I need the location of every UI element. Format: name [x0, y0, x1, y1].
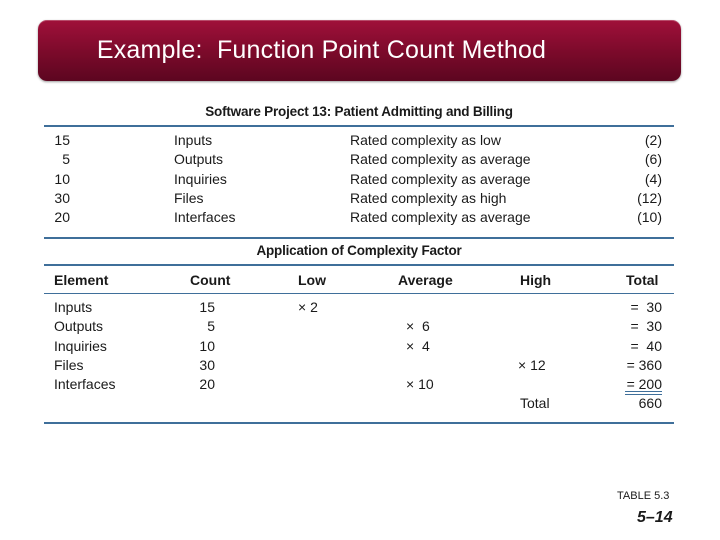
grand-total-label: Total: [520, 395, 550, 411]
row-total: = 40: [630, 337, 662, 354]
project-rating: Rated complexity as high: [350, 189, 507, 206]
project-count: 15: [54, 132, 70, 148]
project-element: Files: [174, 189, 204, 206]
total-underline: [625, 391, 662, 392]
project-count: 5: [62, 151, 70, 168]
complexity-heading: Application of Complexity Factor: [256, 243, 462, 258]
row-element: Outputs: [54, 318, 104, 335]
column-header-count: Count: [190, 272, 231, 288]
project-rating: Rated complexity as low: [350, 132, 501, 148]
project-count: 20: [54, 209, 70, 226]
row-count: 5: [207, 318, 215, 335]
row-count: 30: [199, 356, 215, 373]
project-element: Outputs: [174, 151, 224, 168]
grand-total-value: 660: [638, 395, 662, 411]
project-weight: (12): [637, 189, 662, 206]
project-rating: Rated complexity as average: [350, 170, 531, 187]
project-weight: (6): [644, 151, 662, 168]
column-header-total: Total: [626, 272, 659, 288]
page-number: 5–14: [637, 509, 673, 526]
project-element: Interfaces: [174, 209, 236, 226]
row-average-factor: × 10: [406, 376, 434, 393]
row-high-factor: × 12: [518, 356, 546, 373]
project-heading: Software Project 13: Patient Admitting and Billing: [205, 104, 513, 119]
project-weight: (2): [644, 132, 662, 148]
project-count: 10: [54, 170, 70, 187]
row-total: = 200: [626, 376, 662, 393]
project-weight: (4): [644, 170, 662, 187]
table-rule: [44, 237, 674, 239]
table-rule: [44, 293, 674, 294]
row-element: Inputs: [54, 299, 93, 315]
table-rule: [44, 422, 674, 424]
column-header-average: Average: [398, 272, 453, 288]
row-count: 10: [199, 337, 215, 354]
row-total: = 30: [630, 299, 662, 315]
project-element: Inputs: [174, 132, 213, 148]
row-total: = 30: [630, 318, 662, 335]
project-count: 30: [54, 189, 70, 206]
project-weight: (10): [637, 209, 662, 226]
row-average-factor: × 6: [406, 318, 430, 335]
project-rating: Rated complexity as average: [350, 151, 531, 168]
row-element: Inquiries: [54, 337, 107, 354]
row-count: 15: [199, 299, 215, 315]
column-header-element: Element: [54, 272, 109, 288]
function-point-table: [44, 100, 674, 424]
row-count: 20: [199, 376, 215, 393]
project-element: Inquiries: [174, 170, 227, 187]
column-header-low: Low: [298, 272, 326, 288]
slide-title: Example: Function Point Count Method: [96, 36, 547, 64]
project-rating: Rated complexity as average: [350, 209, 531, 226]
row-average-factor: × 4: [406, 337, 430, 354]
row-element: Files: [54, 356, 84, 373]
slide-title-bar: [38, 20, 681, 81]
table-caption: TABLE 5.3: [617, 490, 670, 502]
row-low-factor: × 2: [298, 299, 318, 315]
row-total: = 360: [626, 356, 662, 373]
column-header-high: High: [520, 272, 552, 288]
row-element: Interfaces: [54, 376, 116, 393]
table-rule: [44, 264, 674, 266]
table-rule: [44, 125, 674, 127]
